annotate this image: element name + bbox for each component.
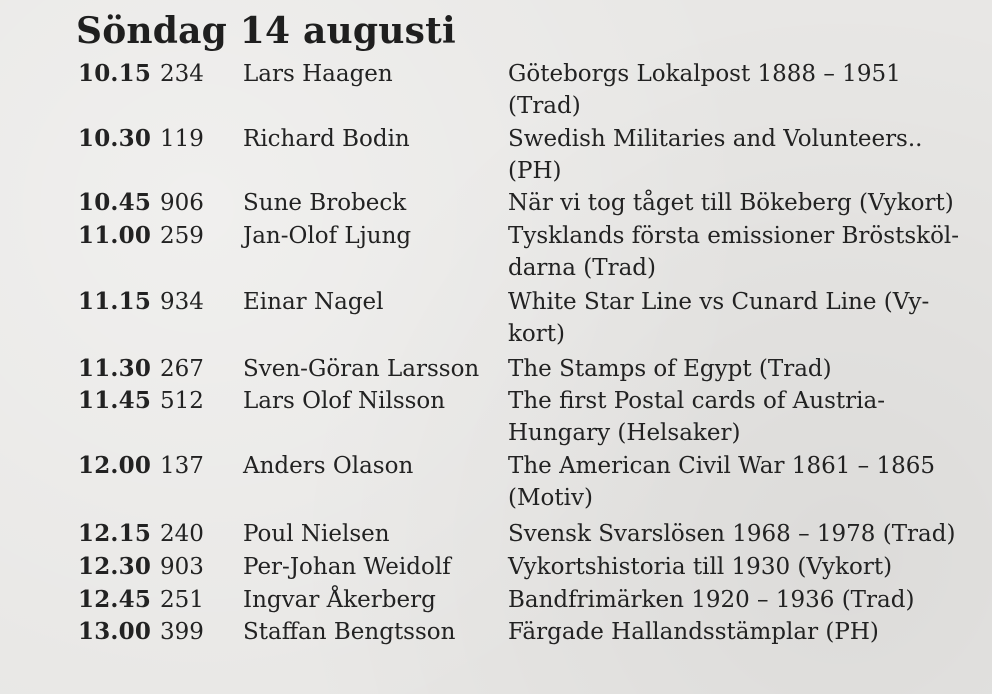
row-topic-line-1: White Star Line vs Cunard Line (Vy- xyxy=(508,289,930,315)
row-speaker: Richard Bodin xyxy=(243,126,410,152)
row-topic-line-2: Hungary (Helsaker) xyxy=(508,420,741,446)
row-topic-line-1: The American Civil War 1861 – 1865 xyxy=(508,453,935,479)
row-number: 399 xyxy=(160,619,204,645)
row-time: 11.30 xyxy=(78,355,152,382)
row-topic xyxy=(508,584,968,616)
row-number: 259 xyxy=(160,223,204,249)
row-topic-line-1: Färgade Hallandsstämplar (PH) xyxy=(508,619,879,645)
row-speaker: Lars Olof Nilsson xyxy=(243,388,446,414)
row-topic-line-1: Göteborgs Lokalpost 1888 – 1951 xyxy=(508,61,901,87)
row-time: 10.30 xyxy=(78,125,152,152)
row-time: 12.30 xyxy=(78,553,152,580)
row-time: 11.45 xyxy=(78,387,152,414)
row-speaker: Staffan Bengtsson xyxy=(243,619,456,645)
row-number: 240 xyxy=(160,521,204,547)
row-topic xyxy=(508,58,968,122)
row-topic-line-1: Tysklands första emissioner Bröstsköl- xyxy=(508,223,960,249)
row-topic-line-1: Vykortshistoria till 1930 (Vykort) xyxy=(508,554,893,580)
row-number: 906 xyxy=(160,190,204,216)
page-title: Söndag 14 augusti xyxy=(76,10,456,52)
row-number: 267 xyxy=(160,356,204,382)
row-topic xyxy=(508,123,968,187)
row-number: 512 xyxy=(160,388,204,414)
row-number: 137 xyxy=(160,453,204,479)
row-speaker: Poul Nielsen xyxy=(243,521,390,547)
row-topic-line-2: (PH) xyxy=(508,158,562,184)
row-number: 251 xyxy=(160,587,204,613)
row-speaker: Ingvar Åkerberg xyxy=(243,587,436,613)
row-speaker: Sven-Göran Larsson xyxy=(243,356,480,382)
row-time: 10.15 xyxy=(78,60,152,87)
row-time: 10.45 xyxy=(78,189,152,216)
row-number: 903 xyxy=(160,554,204,580)
row-topic-line-2: (Trad) xyxy=(508,93,581,119)
row-topic xyxy=(508,286,968,350)
row-time: 12.15 xyxy=(78,520,152,547)
row-topic xyxy=(508,353,968,385)
row-topic xyxy=(508,385,968,449)
row-topic-line-1: Svensk Svarslösen 1968 – 1978 (Trad) xyxy=(508,521,956,547)
row-speaker: Lars Haagen xyxy=(243,61,393,87)
row-topic-line-1: The first Postal cards of Austria- xyxy=(508,388,885,414)
row-topic-line-2: (Motiv) xyxy=(508,485,593,511)
row-topic xyxy=(508,518,968,550)
row-speaker: Anders Olason xyxy=(243,453,414,479)
row-number: 234 xyxy=(160,61,204,87)
row-topic-line-1: Swedish Militaries and Volunteers.. xyxy=(508,126,923,152)
row-topic-line-1: Bandfrimärken 1920 – 1936 (Trad) xyxy=(508,587,915,613)
row-topic xyxy=(508,551,968,583)
row-topic-line-2: kort) xyxy=(508,321,565,347)
row-time: 13.00 xyxy=(78,618,152,645)
row-topic-line-1: När vi tog tåget till Bökeberg (Vykort) xyxy=(508,190,954,216)
row-topic xyxy=(508,187,968,219)
row-number: 119 xyxy=(160,126,204,152)
row-topic xyxy=(508,450,968,514)
row-topic-line-2: darna (Trad) xyxy=(508,255,656,281)
row-topic xyxy=(508,220,968,284)
row-number: 934 xyxy=(160,289,204,315)
row-time: 12.45 xyxy=(78,586,152,613)
row-topic xyxy=(508,616,968,648)
row-time: 11.00 xyxy=(78,222,152,249)
row-time: 11.15 xyxy=(78,288,152,315)
row-speaker: Sune Brobeck xyxy=(243,190,407,216)
row-speaker: Jan-Olof Ljung xyxy=(243,223,412,249)
row-speaker: Einar Nagel xyxy=(243,289,384,315)
row-time: 12.00 xyxy=(78,452,152,479)
row-topic-line-1: The Stamps of Egypt (Trad) xyxy=(508,356,832,382)
row-speaker: Per-Johan Weidolf xyxy=(243,554,451,580)
